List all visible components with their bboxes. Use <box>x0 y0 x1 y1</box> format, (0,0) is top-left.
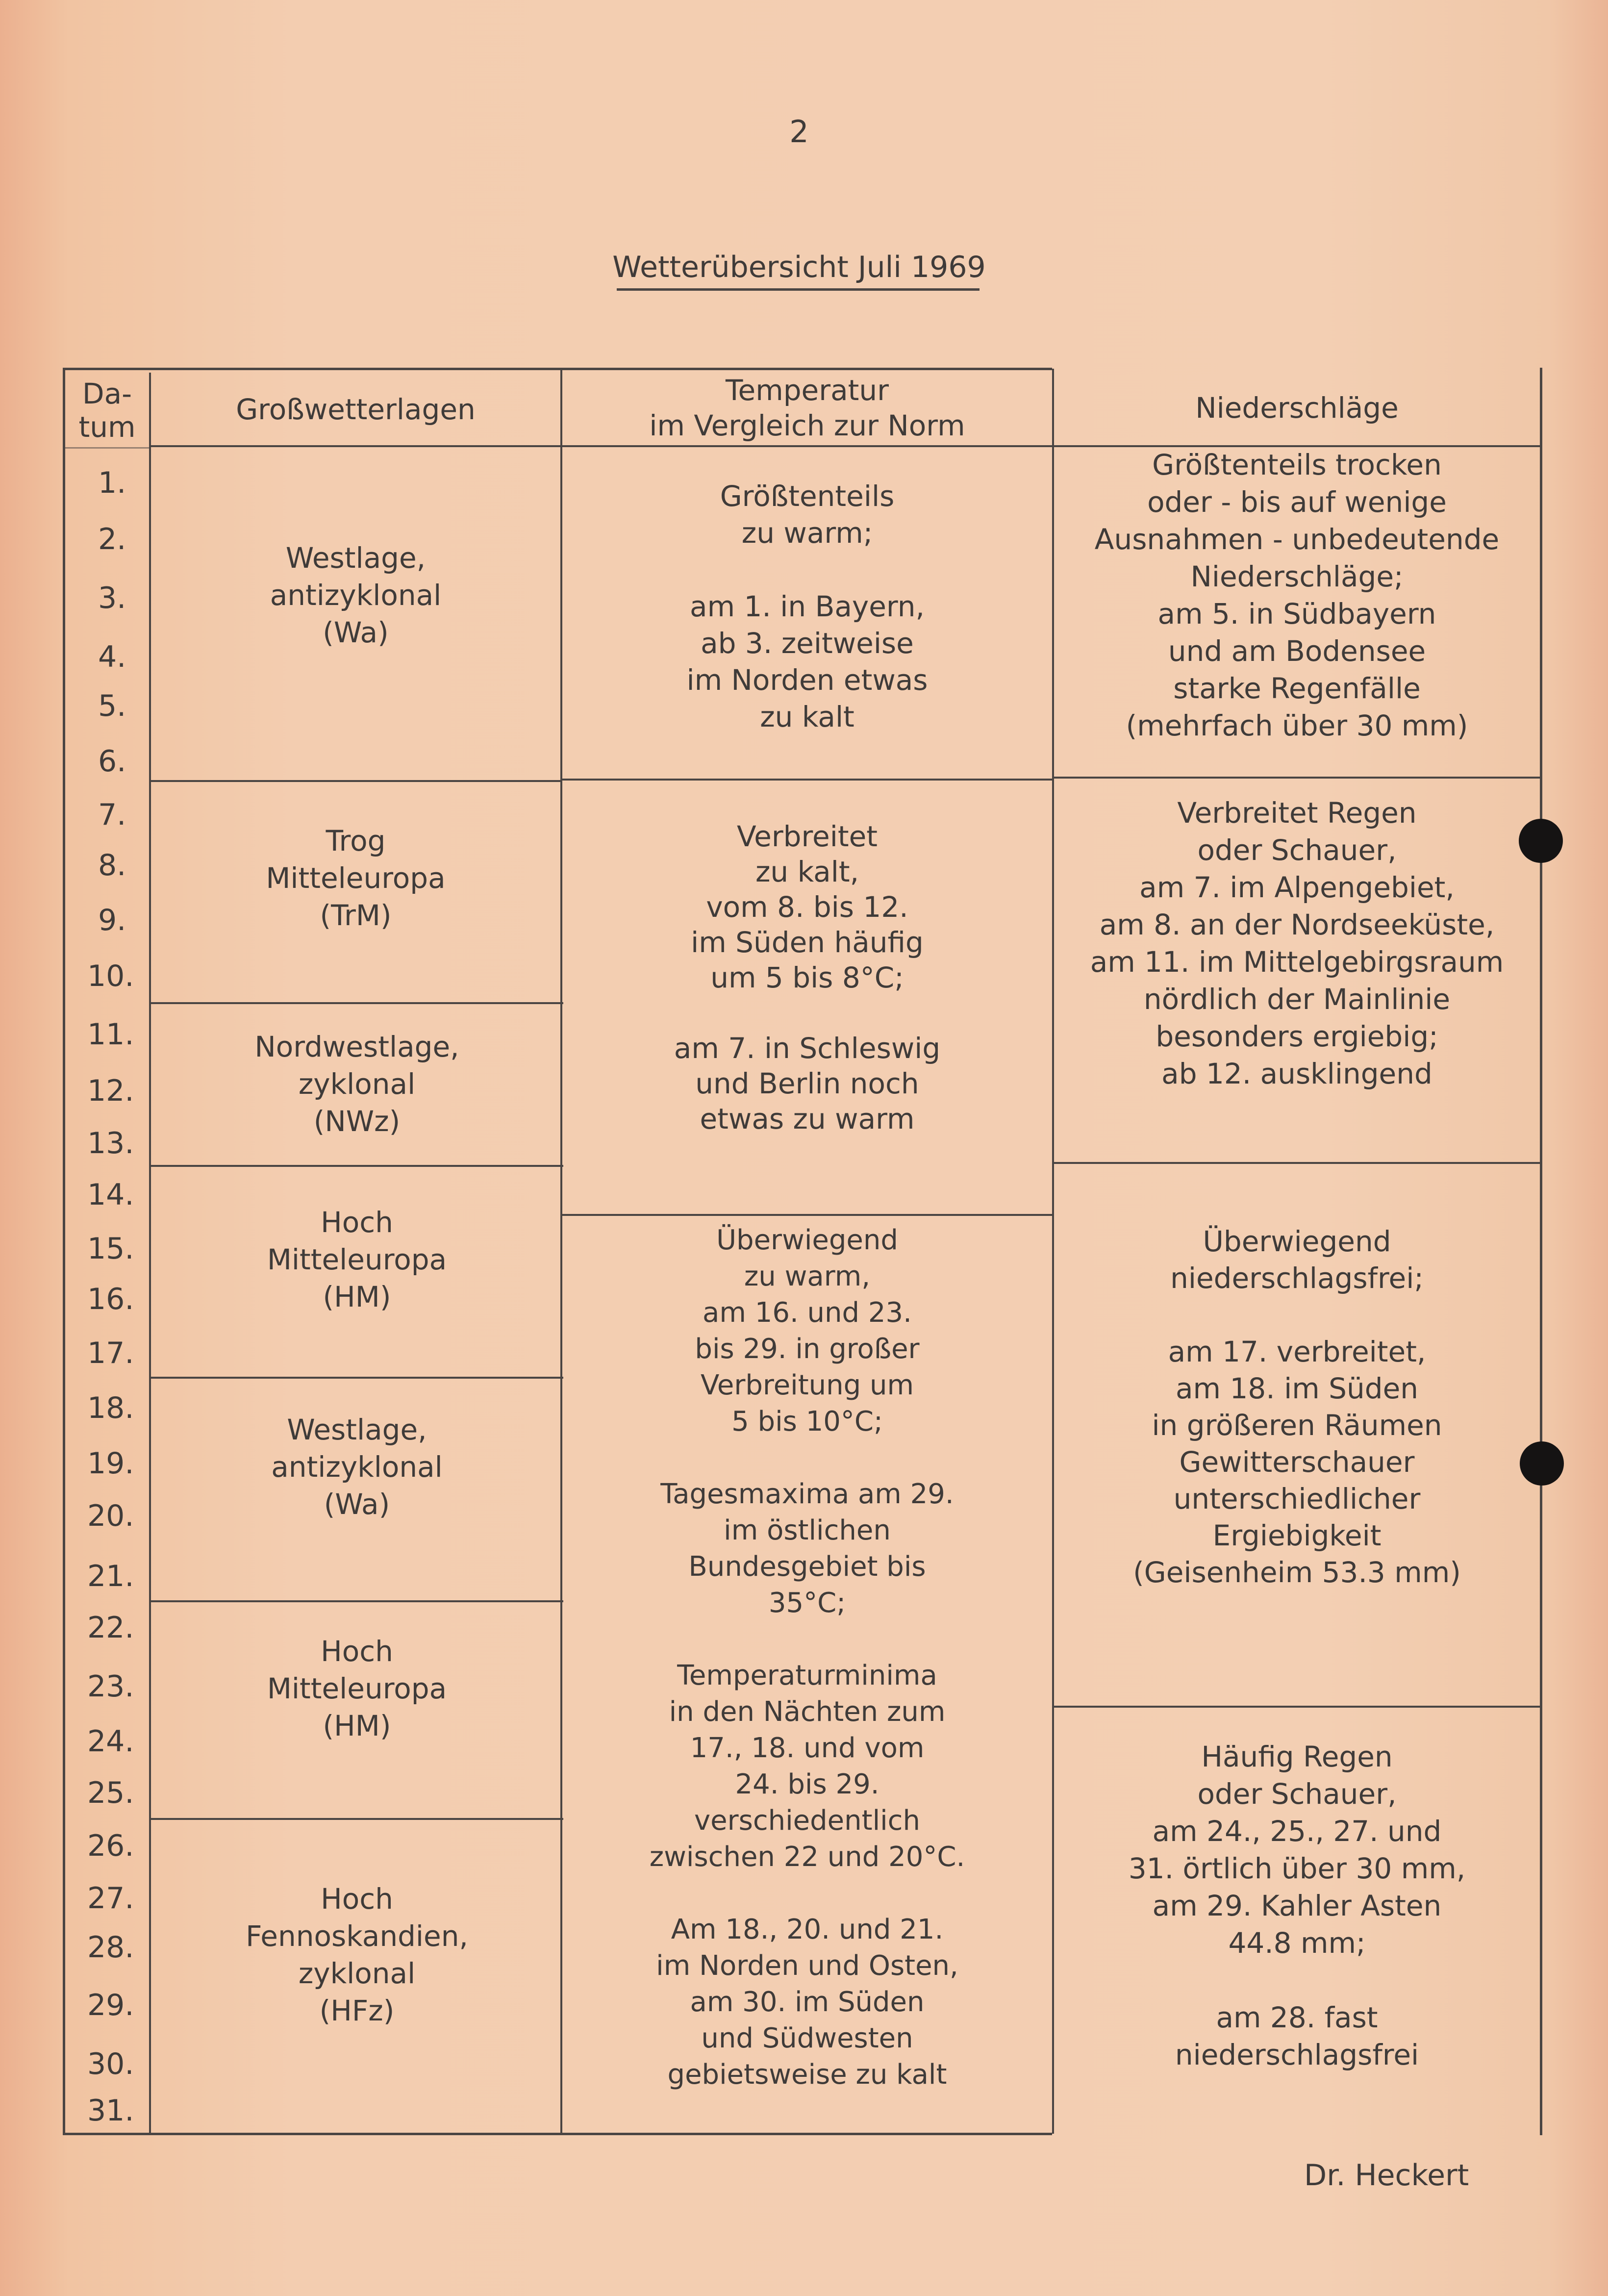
day-label: 11. <box>87 1017 134 1052</box>
day-label: 18. <box>87 1391 134 1425</box>
gw-separator-4 <box>150 1377 563 1379</box>
grosswetterlage-cell: Hoch Mitteleuropa (HM) <box>267 1635 447 1742</box>
niederschlag-cell: Häufig Regen oder Schauer, am 24., 25., 27. und 31. örtlich über 30 mm, am 29. Kahler Asten 44.8 mm; am 28. fast niederschlagsfrei <box>1128 1740 1466 2071</box>
gw-separator-6 <box>150 1818 563 1820</box>
grosswetterlage-cell: Trog Mitteleuropa (TrM) <box>266 824 446 932</box>
header-temperatur: Temperatur im Vergleich zur Norm <box>649 374 965 442</box>
day-label: 3. <box>98 581 126 615</box>
day-label: 23. <box>87 1669 134 1704</box>
day-label: 21. <box>87 1559 134 1593</box>
punch-hole <box>1520 1441 1564 1486</box>
grosswetterlage-cell: Westlage, antizyklonal (Wa) <box>270 541 442 649</box>
day-label: 1. <box>98 466 126 500</box>
day-label: 24. <box>87 1724 134 1759</box>
temperatur-cell: Größtenteils zu warm; am 1. in Bayern, ab 3. zeitweise im Norden etwas zu kalt <box>686 479 928 733</box>
grosswetterlage-cell: Westlage, antizyklonal (Wa) <box>271 1413 443 1521</box>
grosswetterlage-cell: Nordwestlage, zyklonal (NWz) <box>254 1030 459 1138</box>
gw-separator-5 <box>150 1600 563 1602</box>
day-label: 30. <box>87 2047 134 2081</box>
day-label: 13. <box>87 1126 134 1161</box>
day-label: 12. <box>87 1074 134 1108</box>
table-border-right <box>1540 368 1542 2135</box>
day-label: 25. <box>87 1776 134 1810</box>
day-label: 5. <box>98 689 126 723</box>
temperatur-cell: Verbreitet zu kalt, vom 8. bis 12. im Süden häufig um 5 bis 8°C; am 7. in Schleswig und Berlin noch etwas zu warm <box>674 820 941 1135</box>
day-label: 14. <box>87 1178 134 1212</box>
header-grosswetterlagen: Großwetterlagen <box>236 393 476 426</box>
header-datum: Da- tum <box>78 377 136 444</box>
day-label: 26. <box>87 1829 134 1863</box>
day-label: 16. <box>87 1282 134 1316</box>
grosswetterlage-cell: Hoch Mitteleuropa (HM) <box>267 1206 447 1313</box>
day-label: 10. <box>87 959 134 993</box>
page-number: 2 <box>789 114 809 150</box>
day-label: 31. <box>87 2094 134 2128</box>
title-underline <box>617 288 980 291</box>
header-niederschlaege: Niederschläge <box>1195 391 1399 425</box>
day-label: 15. <box>87 1232 134 1266</box>
table-border-bottom <box>63 2133 1052 2135</box>
gw-separator-1 <box>150 780 561 782</box>
niederschlag-cell: Größtenteils trocken oder - bis auf wenige Ausnahmen - unbedeutende Niederschläge; am 5. in Südbayern und am Bodensee starke Regenfälle (mehrfach über 30 mm) <box>1094 448 1500 742</box>
grosswetterlage-cell: Hoch Fennoskandien, zyklonal (HFz) <box>246 1882 468 2027</box>
temperatur-cell: Überwiegend zu warm, am 16. und 23. bis 29. in großer Verbreitung um 5 bis 10°C; Tagesmaxima am 29. im östlichen Bundesgebiet bis 35°C; Temperaturminima in den Nächten zum 17., 18. und vom 24. bis 29. verschiedentlich zwischen 22 und 20°C. Am 18., 20. und 21. im Norden und Osten, am 30. im Süden und Südwesten gebietsweise zu kalt <box>649 1224 965 2091</box>
day-label: 4. <box>98 640 126 674</box>
signature: Dr. Heckert <box>1304 2158 1469 2193</box>
rain-separator-1 <box>1054 777 1541 779</box>
day-label: 7. <box>98 798 126 832</box>
day-label: 28. <box>87 1930 134 1965</box>
table-border-top <box>63 368 1052 370</box>
day-label: 22. <box>87 1611 134 1645</box>
day-label: 2. <box>98 522 126 556</box>
day-label: 19. <box>87 1446 134 1481</box>
temp-separator-1 <box>562 779 1052 781</box>
day-label: 6. <box>98 744 126 779</box>
gw-separator-2 <box>150 1002 563 1004</box>
day-label: 9. <box>98 903 126 937</box>
datum-header-separator <box>63 447 150 449</box>
day-label: 29. <box>87 1988 134 2022</box>
table-border-left <box>63 368 65 2135</box>
day-label: 20. <box>87 1499 134 1533</box>
punch-hole <box>1519 819 1563 863</box>
gw-separator-3 <box>150 1165 563 1167</box>
rain-separator-2 <box>1054 1162 1541 1164</box>
day-label: 8. <box>98 848 126 883</box>
rain-separator-3 <box>1054 1706 1541 1708</box>
document-title: Wetterübersicht Juli 1969 <box>612 250 986 284</box>
day-label: 17. <box>87 1336 134 1370</box>
niederschlag-cell: Überwiegend niederschlagsfrei; am 17. verbreitet, am 18. im Süden in größeren Räumen Gewitterschauer unterschiedlicher Ergiebigkeit (Geisenheim 53.3 mm) <box>1133 1225 1461 1589</box>
niederschlag-cell: Verbreitet Regen oder Schauer, am 7. im Alpengebiet, am 8. an der Nordseeküste, am 11. im Mittelgebirgsraum nördlich der Mainlinie besonders ergiebig; ab 12. ausklingend <box>1090 796 1504 1090</box>
day-label: 27. <box>87 1881 134 1916</box>
temp-separator-2 <box>562 1214 1052 1216</box>
